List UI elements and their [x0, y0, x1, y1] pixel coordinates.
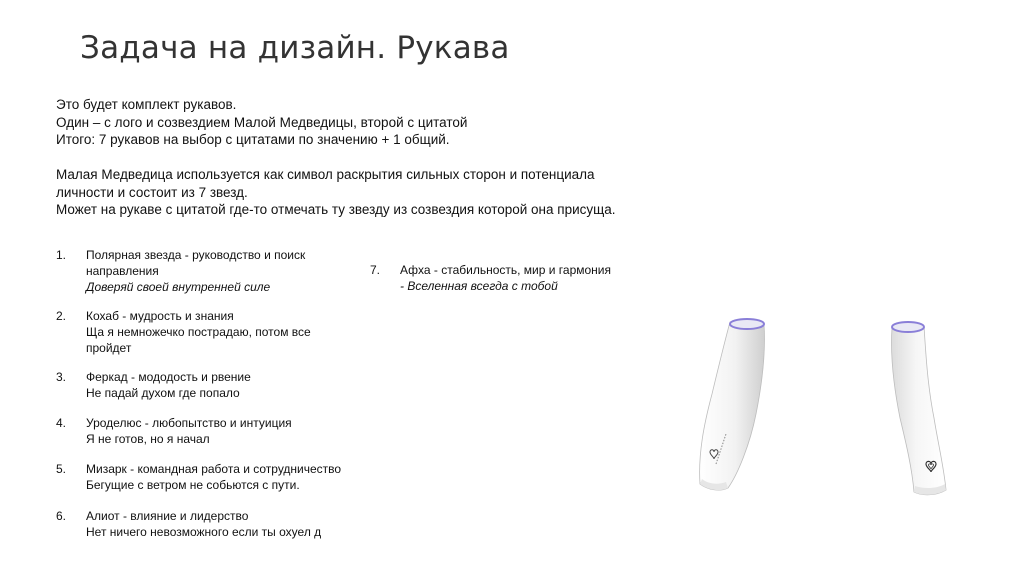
- star-quote: Не падай духом где попало: [86, 386, 240, 400]
- list-number: 1.: [56, 248, 67, 262]
- star-meaning: Феркад - мододость и рвение: [86, 370, 251, 384]
- star-meaning: Кохаб - мудрость и знания: [86, 309, 234, 323]
- star-quote: Нет ничего невозможного если ты охуел д: [86, 525, 322, 539]
- list-number: 2.: [56, 309, 67, 323]
- intro-line: Итого: 7 рукавов на выбор с цитатами по значению + 1 общий.: [56, 132, 450, 147]
- list-number: 4.: [56, 416, 67, 430]
- star-meaning: Уроделюс - любопытство и интуиция: [86, 416, 292, 430]
- star-quote: Я не готов, но я начал: [86, 432, 210, 446]
- list-number: 5.: [56, 462, 67, 476]
- intro-line: Малая Медведица используется как символ раскрытия сильных сторон и потенциала: [56, 167, 595, 182]
- sleeve-left-image: [692, 314, 772, 494]
- slide-title: Задача на дизайн. Рукава: [80, 30, 510, 66]
- sleeve-right-image: [884, 318, 954, 496]
- star-meaning: Афха - стабильность, мир и гармония: [400, 263, 612, 277]
- star-quote: пройдет: [86, 341, 132, 355]
- star-meaning: направления: [86, 264, 159, 278]
- star-quote: - Вселенная всегда с тобой: [400, 279, 558, 293]
- intro-line: Может на рукаве с цитатой где-то отмечать ту звезду из созвездия которой она присуща.: [56, 202, 616, 217]
- star-quote: Доверяй своей внутренней силе: [86, 280, 271, 294]
- star-meaning: Алиот - влияние и лидерство: [86, 509, 249, 523]
- intro-text: [56, 96, 716, 219]
- list-number: 6.: [56, 509, 67, 523]
- star-meaning: Полярная звезда - руководство и поиск: [86, 248, 306, 262]
- list-number: 7.: [370, 263, 381, 277]
- star-quote: Бегущие с ветром не собьются с пути.: [86, 478, 300, 492]
- list-number: 3.: [56, 370, 67, 384]
- star-quote: Ща я немножечко пострадаю, потом все: [86, 325, 311, 339]
- intro-line: Это будет комплект рукавов.: [56, 97, 237, 112]
- intro-line: личности и состоит из 7 звезд.: [56, 184, 248, 200]
- intro-line: Один – с лого и созвездием Малой Медведицы, второй с цитатой: [56, 114, 468, 130]
- star-meaning: Мизарк - командная работа и сотрудничество: [86, 462, 342, 476]
